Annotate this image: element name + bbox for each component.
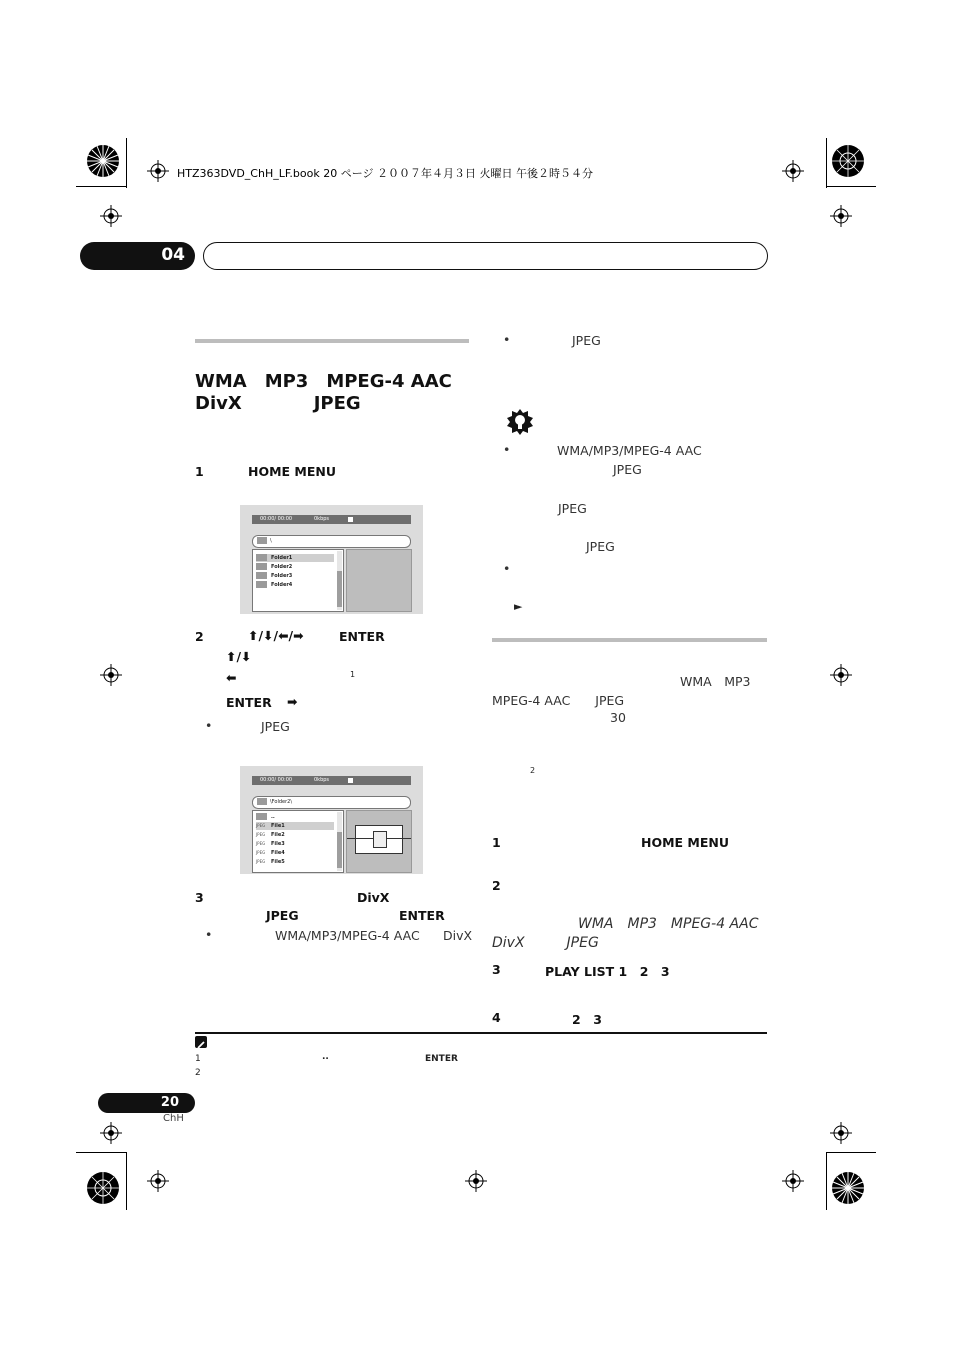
registration-mark-icon (465, 1170, 487, 1192)
chapter-tab (80, 242, 195, 270)
step2-updown: ⬆/⬇ (226, 649, 252, 664)
r-step3-number: 3 (492, 962, 501, 977)
footnote-1-dots: .. (322, 1052, 329, 1062)
list-item[interactable]: Folder2 (271, 564, 293, 570)
step2-left: ⬅ (226, 670, 237, 685)
tip-formats: WMA/MP3/MPEG-4 AAC (557, 443, 702, 458)
chapter-title-bar (203, 242, 768, 270)
list-item[interactable]: File5 (271, 859, 285, 865)
step3-enter: ENTER (399, 908, 445, 923)
step3-divx: DivX (357, 890, 390, 905)
list-item[interactable]: File2 (271, 832, 285, 838)
r-step3-key: PLAY LIST 1 2 3 (545, 964, 670, 979)
list-item[interactable]: File4 (271, 850, 285, 856)
bullet-divx: DivX (443, 928, 473, 943)
osd-screen-files: 00:00/ 00:00 0kbps \Folder2\ .. JPEG File1 JPEG File2 JPEG File3 JPEG File4 JPEG File5 (240, 766, 423, 874)
starburst-icon (831, 144, 865, 178)
registration-mark-icon (100, 664, 122, 686)
step2-arrows: ⬆/⬇/⬅/➡ (248, 628, 304, 643)
right-bullet-jpeg: JPEG (572, 333, 601, 348)
registration-mark-icon (147, 1170, 169, 1192)
bullet: • (503, 442, 511, 457)
jpeg-thumbnail (346, 810, 412, 873)
starburst-icon (86, 144, 120, 178)
step2-enter: ENTER (226, 695, 272, 710)
footnote-ref-1: 1 (350, 670, 356, 679)
file-info: HTZ363DVD_ChH_LF.book 20 ページ ２００７年４月３日 火曜日 午後２時５４分 (177, 167, 593, 180)
starburst-icon (831, 1171, 865, 1205)
footnote-1-num: 1 (195, 1054, 201, 1064)
tip-jpeg: JPEG (613, 462, 642, 477)
list-item[interactable]: Folder1 (271, 555, 293, 561)
step3-number: 3 (195, 890, 204, 905)
play-icon: ► (514, 600, 523, 613)
r-step4-number: 4 (492, 1010, 501, 1025)
section-heading-line2: DivX JPEG (195, 393, 361, 414)
para-wma-mp3: WMA MP3 (680, 674, 751, 689)
r-step4-text: 2 3 (572, 1012, 602, 1027)
bullet: • (205, 718, 213, 733)
folder-icon (257, 537, 267, 544)
list-item[interactable]: Folder4 (271, 582, 293, 588)
language-code: ChH (163, 1113, 184, 1124)
bullet: • (503, 332, 511, 347)
tip-jpeg-2: JPEG (558, 501, 587, 516)
tip-lightbulb-icon (507, 409, 533, 435)
registration-mark-icon (830, 205, 852, 227)
bullet-jpeg: JPEG (261, 719, 290, 734)
folder-icon (257, 798, 267, 805)
registration-mark-icon (100, 205, 122, 227)
step1-key: HOME MENU (248, 464, 337, 479)
step2-right: ➡ (287, 694, 298, 709)
page-number-tab (98, 1093, 195, 1113)
starburst-icon (86, 1171, 120, 1205)
registration-mark-icon (830, 664, 852, 686)
registration-mark-icon (782, 160, 804, 182)
footnote-2-num: 2 (195, 1068, 201, 1078)
bullet: • (205, 927, 213, 942)
registration-mark-icon (100, 1122, 122, 1144)
list-item[interactable]: Folder3 (271, 573, 293, 579)
scrollbar[interactable] (337, 551, 342, 610)
r-step2-number: 2 (492, 878, 501, 893)
step2-key: ENTER (339, 629, 385, 644)
registration-mark-icon (830, 1122, 852, 1144)
tip-jpeg-3: JPEG (586, 539, 615, 554)
footnote-1-enter: ENTER (425, 1054, 458, 1064)
registration-mark-icon (147, 160, 169, 182)
page-number: 20 (160, 1095, 179, 1110)
r-step1-key: HOME MENU (641, 835, 730, 850)
registration-mark-icon (782, 1170, 804, 1192)
step3-jpeg: JPEG (266, 908, 299, 923)
note-pencil-icon (195, 1036, 207, 1048)
para-line2: MPEG-4 AAC JPEG (492, 693, 625, 708)
list-item[interactable]: File1 (271, 823, 285, 829)
step2-number: 2 (195, 629, 204, 644)
bullet-formats: WMA/MP3/MPEG-4 AAC (275, 928, 420, 943)
r-step2-italic-1: WMA MP3 MPEG-4 AAC (578, 916, 759, 932)
section-heading-line1: WMA MP3 MPEG-4 AAC (195, 371, 452, 392)
scrollbar[interactable] (337, 812, 342, 871)
bullet: • (503, 561, 511, 576)
r-step2-italic-2: DivX JPEG (492, 935, 599, 951)
step1-number: 1 (195, 464, 204, 479)
r-step1-number: 1 (492, 835, 501, 850)
chapter-number: 04 (161, 245, 185, 265)
para-30: 30 (610, 710, 626, 725)
list-item[interactable]: File3 (271, 841, 285, 847)
osd-screen-folders: 00:00/ 00:00 0kbps \ Folder1 Folder2 Folder3 Folder4 (240, 505, 423, 614)
footnote-ref-2: 2 (530, 766, 536, 775)
